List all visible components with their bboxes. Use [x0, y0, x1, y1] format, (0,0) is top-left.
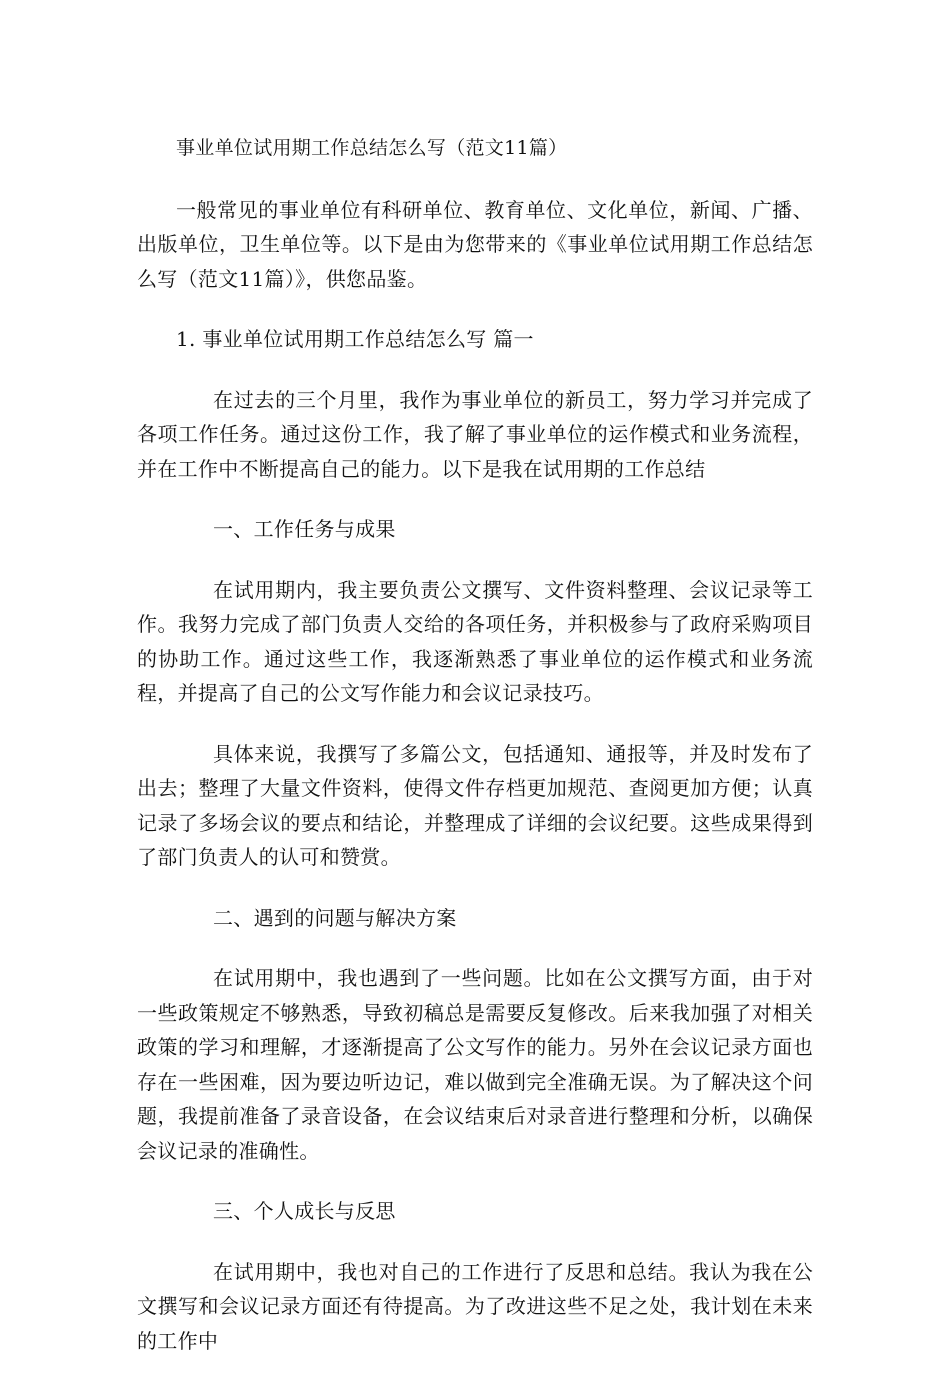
intro-paragraph: 一般常见的事业单位有科研单位、教育单位、文化单位，新闻、广播、出版单位，卫生单位等。以下是由为您带来的《事业单位试用期工作总结怎么写（范文11篇）》，供您品鉴。 [137, 197, 813, 291]
body-paragraph-2: 在试用期内，我主要负责公文撰写、文件资料整理、会议记录等工作。我努力完成了部门负责人交给的各项任务，并积极参与了政府采购项目的协助工作。通过这些工作，我逐渐熟悉了事业单位的运作模式和业务流程，并提高了自己的公文写作能力和会议记录技巧。 [137, 577, 813, 705]
document-title: 事业单位试用期工作总结怎么写（范文11篇） [176, 137, 568, 159]
section-heading-3: 三、个人成长与反思 [213, 1199, 396, 1223]
body-paragraph-3: 具体来说，我撰写了多篇公文，包括通知、通报等，并及时发布了出去；整理了大量文件资料，使得文件存档更加规范、查阅更加方便；认真记录了多场会议的要点和结论，并整理成了详细的会议纪要。这些成果得到了部门负责人的认可和赞赏。 [137, 741, 813, 869]
body-paragraph-5: 在试用期中，我也对自己的工作进行了反思和总结。我认为我在公文撰写和会议记录方面还有待提高。为了改进这些不足之处，我计划在未来的工作中 [137, 1259, 813, 1353]
document-body [137, 131, 813, 1384]
section-heading-1: 一、工作任务与成果 [213, 517, 396, 541]
article-heading: 1. 事业单位试用期工作总结怎么写 篇一 [176, 327, 534, 351]
section-heading-2: 二、遇到的问题与解决方案 [213, 905, 457, 930]
body-paragraph-1: 在过去的三个月里，我作为事业单位的新员工，努力学习并完成了各项工作任务。通过这份工作，我了解了事业单位的运作模式和业务流程，并在工作中不断提高自己的能力。以下是我在试用期的工作总结 [137, 387, 813, 481]
body-paragraph-4: 在试用期中，我也遇到了一些问题。比如在公文撰写方面，由于对一些政策规定不够熟悉，导致初稿总是需要反复修改。后来我加强了对相关政策的学习和理解，才逐渐提高了公文写作的能力。另外在会议记录方面也存在一些困难，因为要边听边记，难以做到完全准确无误。为了解决这个问题，我提前准备了录音设备，在会议结束后对录音进行整理和分析，以确保会议记录的准确性。 [137, 966, 813, 1163]
